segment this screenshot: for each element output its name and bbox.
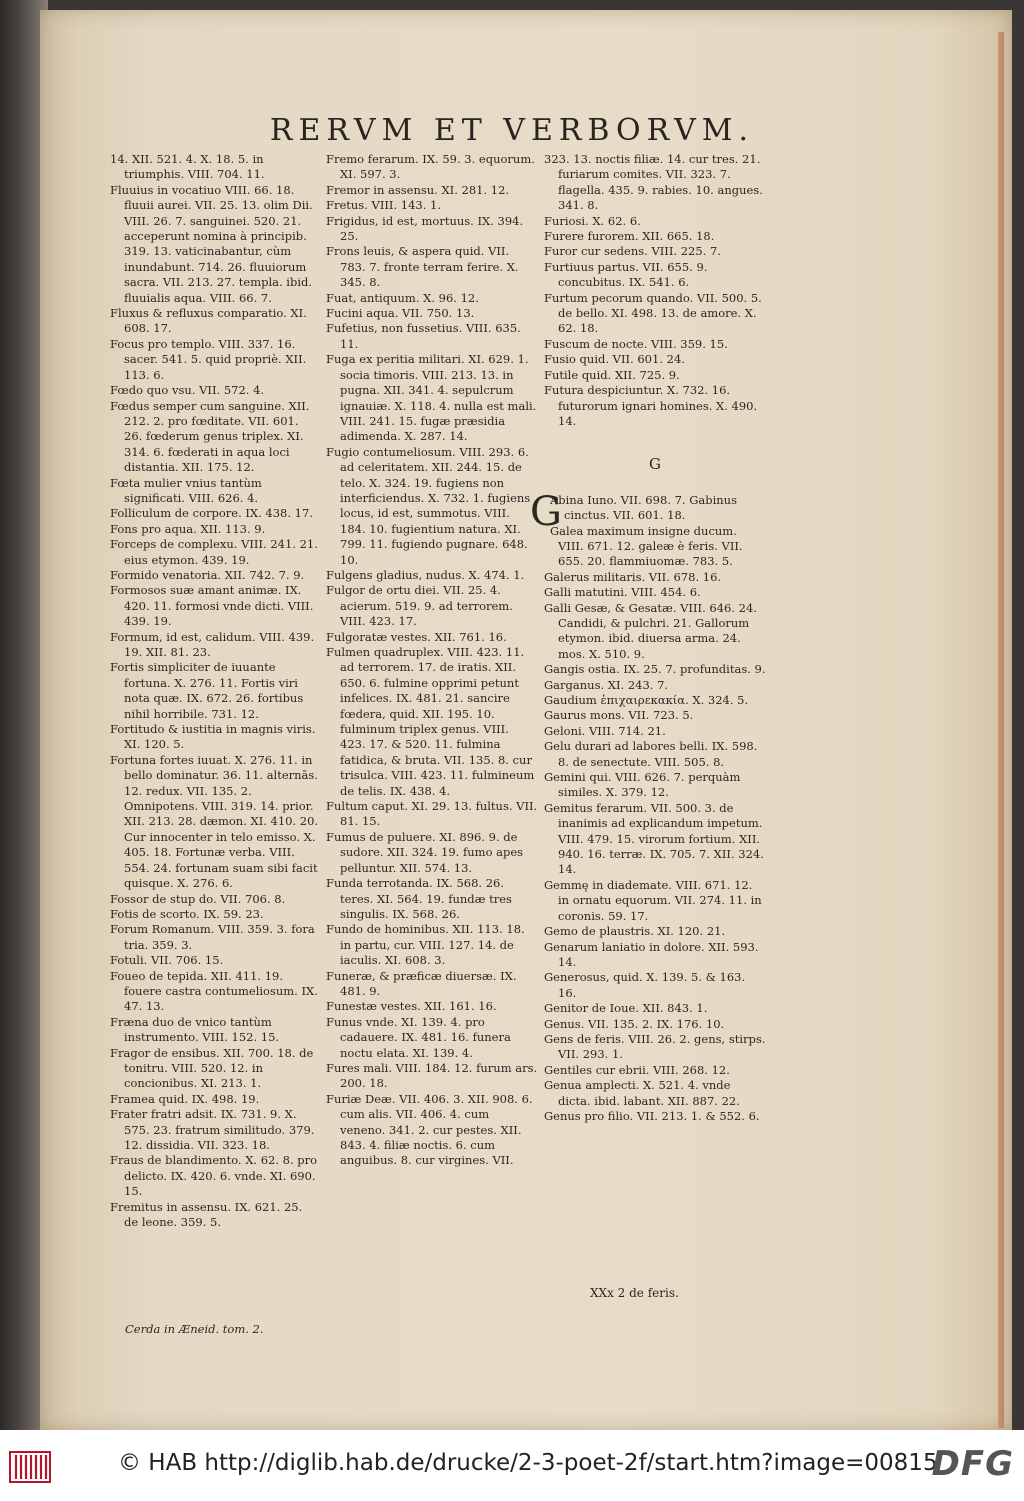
catchword: XXx 2 de feris. bbox=[590, 1286, 679, 1300]
index-column-1 bbox=[110, 152, 320, 1230]
index-entry bbox=[530, 488, 766, 535]
index-entry: Fortitudo & iustitia in magnis viris. XI. 120. 5. bbox=[110, 722, 316, 752]
index-column-3 bbox=[530, 152, 766, 1124]
index-entry: Fremitus in assensu. IX. 621. 25. de leone. 359. 5. bbox=[110, 1199, 303, 1230]
index-entry: Gemo de plaustris. XI. 120. 21. bbox=[544, 924, 726, 939]
index-entry: Garganus. XI. 243. 7. bbox=[544, 677, 669, 692]
index-entry: Fures mali. VIII. 184. 12. furum ars. 200. 18. bbox=[326, 1060, 538, 1091]
index-entry: Forceps de complexu. VIII. 241. 21. eius etymon. 439. 19. bbox=[110, 537, 318, 567]
running-head: RERVM ET VERBORVM. bbox=[269, 113, 755, 148]
index-entry: Fulmen quadruplex. VIII. 423. 11. ad terrorem. 17. de iratis. XII. 650. 6. fulmine opprimi petunt infelices. IX. 481. 21. sancire fœdera, quid. XII. 195. 10. fulminum triplex genus. VIII. 423. 17. & 520. 11. fulmina fatidica, & bruta. VII. 135. 8. cur trisulca. VIII. 423. 11. fulmineum de telis. IX. 438. 4. bbox=[326, 645, 535, 798]
index-entry: Furiosi. X. 62. 6. bbox=[544, 213, 641, 228]
index-entry: Genua amplecti. X. 521. 4. vnde dicta. ibid. labant. XII. 887. 22. bbox=[544, 1078, 740, 1108]
index-entry: Genitor de Ioue. XII. 843. 1. bbox=[544, 1001, 708, 1016]
index-entry: Framea quid. IX. 498. 19. bbox=[110, 1091, 260, 1106]
index-entry: Fufetius, non fussetius. VIII. 635. 11. bbox=[326, 321, 521, 351]
index-entry: Fotuli. VII. 706. 15. bbox=[110, 953, 224, 968]
page-edge bbox=[998, 32, 1004, 1428]
index-entry: Genarum laniatio in dolore. XII. 593. 14. bbox=[544, 939, 759, 969]
index-entry: Gangis ostia. IX. 25. 7. profunditas. 9. bbox=[544, 662, 766, 677]
index-entry: Genus. VII. 135. 2. IX. 176. 10. bbox=[544, 1016, 725, 1031]
signature-mark: Cerda in Æneid. tom. 2. bbox=[125, 1322, 264, 1336]
index-entry: Gens de feris. VIII. 26. 2. gens, stirps. VII. 293. 1. bbox=[544, 1031, 766, 1062]
index-entry: 323. 13. noctis filiæ. 14. cur tres. 21. furiarum comites. VII. 323. 7. flagella. 435. 9. rabies. 10. angues. 341. 8. bbox=[544, 152, 763, 213]
index-entry: 14. XII. 521. 4. X. 18. 5. in triumphis. VIII. 704. 11. bbox=[110, 152, 265, 182]
hab-logo-icon bbox=[8, 1444, 52, 1488]
credit-bar bbox=[0, 1430, 1024, 1501]
index-entry: Furor cur sedens. VIII. 225. 7. bbox=[544, 244, 721, 259]
index-entry: Fortuna fortes iuuat. X. 276. 11. in bello dominatur. 36. 11. alternās. 12. redux. VII. 135. 2. Omnipotens. VIII. 319. 14. prior. XII. 213. 28. dæmon. XI. 410. 20. Cur innocenter in telo emisso. X. 405. 18. Fortunæ verba. VIII. 554. 24. fortunam suam sibi facit quisque. X. 276. 6. bbox=[110, 752, 319, 891]
index-entry: Frigidus, id est, mortuus. IX. 394. 25. bbox=[326, 213, 524, 244]
index-entry: Gaurus mons. VII. 723. 5. bbox=[544, 708, 694, 723]
index-entry: Gaudium ἐπιχαιρεκακία. X. 324. 5. bbox=[544, 693, 749, 707]
index-entry: Galli Gesæ, & Gesatæ. VIII. 646. 24. Candidi, & pulchri. 21. Gallorum etymon. ibid. diuersa arma. 24. mos. X. 510. 9. bbox=[544, 600, 757, 661]
index-entry: Gelu durari ad labores belli. IX. 598. 8. de senectute. VIII. 505. 8. bbox=[544, 739, 758, 769]
index-entry: Fræna duo de vnico tantùm instrumento. VIII. 152. 15. bbox=[110, 1014, 280, 1045]
index-entry: Folliculum de corpore. IX. 438. 17. bbox=[110, 506, 313, 521]
index-entry: Gemmę in diademate. VIII. 671. 12. in ornatu equorum. VII. 274. 11. in coronis. 59. 17. bbox=[544, 877, 762, 923]
index-entry: Generosus, quid. X. 139. 5. & 163. 16. bbox=[544, 970, 746, 1000]
index-entry: Frater fratri adsit. IX. 731. 9. X. 575. 23. fratrum similitudo. 379. 12. dissidia. VII. 323. 18. bbox=[110, 1107, 315, 1152]
dropcap-letter: G bbox=[530, 488, 562, 535]
index-entry: Funestæ vestes. XII. 161. 16. bbox=[326, 999, 497, 1014]
index-entry: Formum, id est, calidum. VIII. 439. 19. XII. 81. 23. bbox=[110, 629, 315, 659]
index-entry: Fons pro aqua. XII. 113. 9. bbox=[110, 521, 266, 536]
index-entry: Focus pro templo. VIII. 337. 16. sacer. 541. 5. quid propriè. XII. 113. 6. bbox=[110, 336, 307, 382]
index-entry: Galea maximum insigne ducum. VIII. 671. 12. galeæ è feris. VII. 655. 20. flammiuomæ. 783. 5. bbox=[549, 523, 743, 569]
index-entry: Funda terrotanda. IX. 568. 26. teres. XI. 564. 19. fundæ tres singulis. IX. 568. 26. bbox=[326, 876, 512, 921]
letter-section-heading: G bbox=[649, 455, 661, 474]
index-entry: Formosos suæ amant animæ. IX. 420. 11. formosi vnde dicti. VIII. 439. 19. bbox=[110, 583, 314, 629]
credit-link[interactable]: © HAB http://diglib.hab.de/drucke/2-3-poet-2f/start.htm?image=00815 bbox=[118, 1450, 938, 1476]
index-entry: Gentiles cur ebrii. VIII. 268. 12. bbox=[544, 1062, 730, 1077]
index-entry: Frons leuis, & aspera quid. VII. 783. 7. fronte terram ferire. X. 345. 8. bbox=[326, 244, 519, 290]
index-entry: Fortis simpliciter de iuuante fortuna. X. 276. 11. Fortis viri nota quæ. IX. 672. 26. fortibus nihil horribile. 731. 12. bbox=[110, 660, 304, 721]
index-entry: Galli matutini. VIII. 454. 6. bbox=[544, 585, 701, 600]
index-entry: Gemitus ferarum. VII. 500. 3. de inanimis ad explicandum impetum. VIII. 479. 15. virorum fortium. XII. 940. 16. terræ. IX. 705. 7. XII. 324. 14. bbox=[544, 800, 764, 877]
index-entry: Fumus de puluere. XI. 896. 9. de sudore. XII. 324. 19. fumo apes pelluntur. XII. 574. 13. bbox=[326, 829, 524, 875]
index-entry: Fulgens gladius, nudus. X. 474. 1. bbox=[326, 567, 525, 582]
index-column-3-f-entries bbox=[544, 152, 766, 429]
index-entry: Fragor de ensibus. XII. 700. 18. de tonitru. VIII. 520. 12. in concionibus. XI. 213. 1. bbox=[110, 1045, 314, 1091]
dfg-logo: DFG bbox=[931, 1444, 1014, 1484]
index-column-2 bbox=[326, 152, 538, 1169]
index-entry: Funeræ, & præficæ diuersæ. IX. 481. 9. bbox=[326, 968, 517, 998]
index-entry: Fremor in assensu. XI. 281. 12. bbox=[326, 182, 510, 197]
index-entry: Fossor de stup do. VII. 706. 8. bbox=[110, 891, 286, 906]
index-entry: Furtum pecorum quando. VII. 500. 5. de bello. XI. 498. 13. de amore. X. 62. 18. bbox=[544, 290, 762, 336]
index-entry: Fluuius in vocatiuo VIII. 66. 18. fluuii aurei. VII. 25. 13. olim Dii. VIII. 26. 7. sanguinei. 520. 21. acceperunt nomina à principib. 319. 13. vaticinabantur, cùm inundabunt. 714. 26. fluuiorum sacra. VII. 213. 27. templa. ibid. fluuialis aqua. VIII. 66. 7. bbox=[110, 182, 313, 305]
index-entry: Fundo de hominibus. XII. 113. 18. in partu, cur. VIII. 127. 14. de iaculis. XI. 608. 3. bbox=[326, 922, 525, 968]
index-entry: Furiæ Deæ. VII. 406. 3. XII. 908. 6. cum alis. VII. 406. 4. cum veneno. 341. 2. cur pestes. XII. 843. 4. filiæ noctis. 6. cum anguibus. 8. cur virgines. VII. bbox=[326, 1091, 533, 1168]
index-entry: Foueo de tepida. XII. 411. 19. fouere castra contumeliosum. IX. 47. 13. bbox=[110, 968, 318, 1014]
index-entry: Formido venatoria. XII. 742. 7. 9. bbox=[110, 567, 305, 582]
index-entry: Fotis de scorto. IX. 59. 23. bbox=[110, 906, 264, 921]
index-entry: Fuga ex peritia militari. XI. 629. 1. socia timoris. VIII. 213. 13. in pugna. XII. 341. 4. sepulcrum ignauiæ. X. 118. 4. nulla est mali. VIII. 241. 15. fugæ præsidia adimenda. X. 287. 14. bbox=[326, 352, 537, 444]
index-entry: Fremo ferarum. IX. 59. 3. equorum. XI. 597. 3. bbox=[326, 152, 535, 182]
index-entry-text: Abina Iuno. VII. 698. 7. Gabinus cinctus. VII. 601. 18. bbox=[549, 492, 737, 523]
index-entry: Futura despiciuntur. X. 732. 16. futurorum ignari homines. X. 490. 14. bbox=[544, 383, 758, 428]
index-entry: Genus pro filio. VII. 213. 1. & 552. 6. bbox=[544, 1108, 760, 1123]
index-entry: Fugio contumeliosum. VIII. 293. 6. ad celeritatem. XII. 244. 15. de telo. X. 324. 19. fugiens non interficiendus. X. 732. 1. fugiens locus, id est, summotus. VIII. 184. 10. fugientium natura. XI. 799. 11. fugiendo pugnare. 648. 10. bbox=[326, 444, 531, 567]
index-entry: Gemini qui. VIII. 626. 7. perquàm similes. X. 379. 12. bbox=[544, 770, 741, 800]
index-entry: Fulgoratæ vestes. XII. 761. 16. bbox=[326, 629, 507, 644]
index-entry: Furtiuus partus. VII. 655. 9. concubitus. IX. 541. 6. bbox=[544, 259, 708, 290]
index-entry: Forum Romanum. VIII. 359. 3. fora tria. 359. 3. bbox=[110, 922, 315, 952]
index-entry: Futile quid. XII. 725. 9. bbox=[544, 367, 680, 382]
index-entry: Fœdus semper cum sanguine. XII. 212. 2. pro fœditate. VII. 601. 26. fœderum genus triplex. XI. 314. 6. fœderati in aqua loci distantia. XII. 175. 12. bbox=[110, 398, 310, 475]
index-entry: Fusio quid. VII. 601. 24. bbox=[544, 352, 685, 367]
index-entry: Fuat, antiquum. X. 96. 12. bbox=[326, 290, 479, 305]
index-column-3-g-entries bbox=[544, 524, 766, 1125]
index-entry: Fluxus & refluxus comparatio. XI. 608. 17. bbox=[110, 306, 307, 336]
index-entry: Galerus militaris. VII. 678. 16. bbox=[544, 569, 722, 584]
index-entry: Fucini aqua. VII. 750. 13. bbox=[326, 306, 475, 321]
index-entry: Fœta mulier vnius tantùm significati. VIII. 626. 4. bbox=[110, 475, 262, 505]
index-entry: Furere furorem. XII. 665. 18. bbox=[544, 229, 715, 244]
index-entry: Fultum caput. XI. 29. 13. fultus. VII. 81. 15. bbox=[326, 799, 538, 829]
index-entry: Fretus. VIII. 143. 1. bbox=[326, 198, 441, 213]
index-entry: Fuscum de nocte. VIII. 359. 15. bbox=[544, 336, 728, 351]
index-entry: Fraus de blandimento. X. 62. 8. pro delicto. IX. 420. 6. vnde. XI. 690. 15. bbox=[110, 1153, 318, 1199]
index-entry: Fulgor de ortu diei. VII. 25. 4. acierum. 519. 9. ad terrorem. VIII. 423. 17. bbox=[326, 583, 513, 629]
index-entry: Fœdo quo vsu. VII. 572. 4. bbox=[110, 383, 265, 398]
index-entry: Funus vnde. XI. 139. 4. pro cadauere. IX. 481. 16. funera noctu elata. XI. 139. 4. bbox=[326, 1014, 511, 1060]
index-entry: Geloni. VIII. 714. 21. bbox=[544, 723, 666, 738]
